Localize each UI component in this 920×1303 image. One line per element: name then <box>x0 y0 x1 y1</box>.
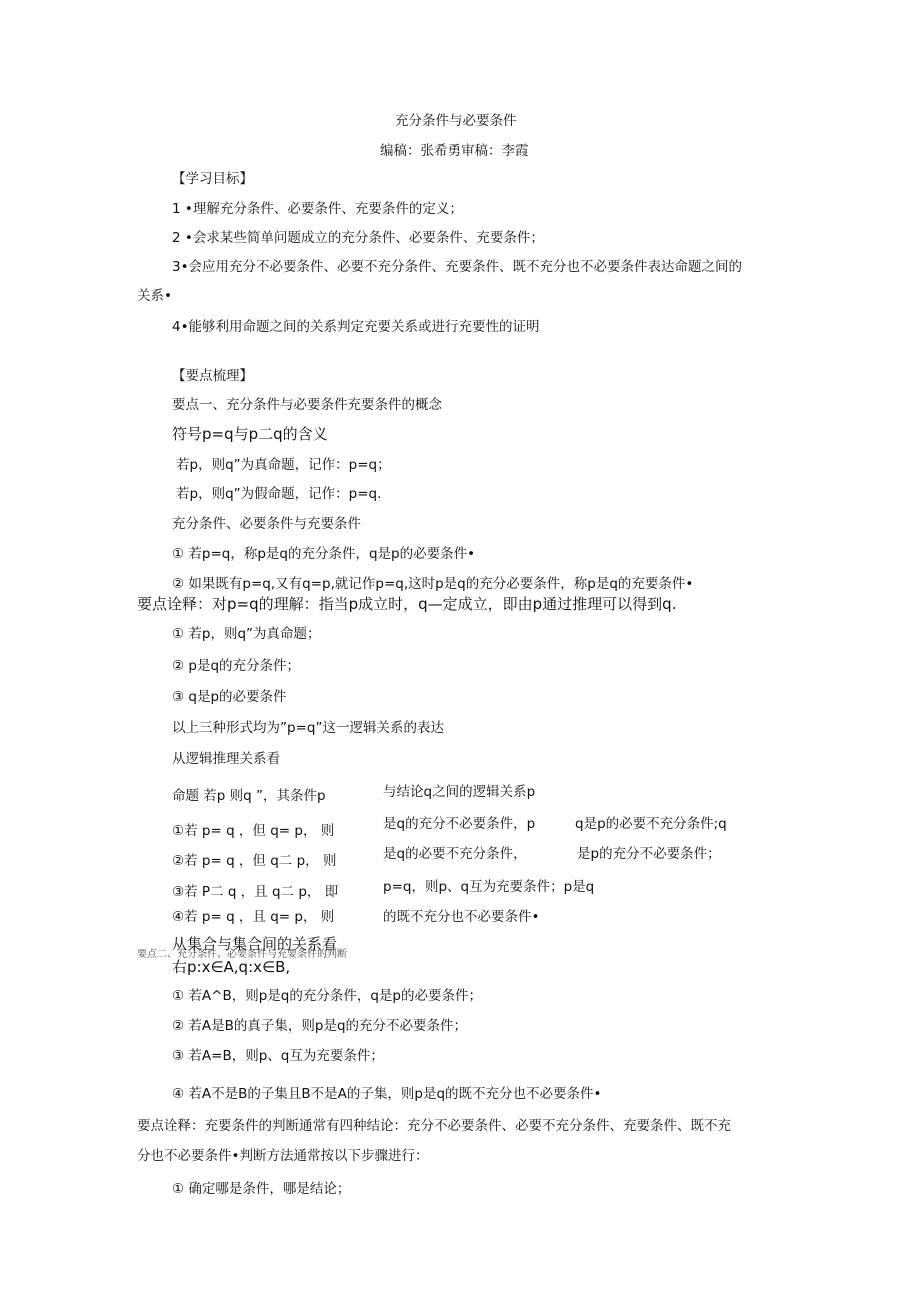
condition-item-2: ② 如果既有p=q,又有q=p,就记作p=q,这时p是q的充分必要条件，称p是q的充要条件• <box>172 576 694 592</box>
table-row-3-result: p=q，则p、q互为充要条件；p是q <box>383 879 595 895</box>
annotation-item-3: ③ q是p的必要条件 <box>172 689 287 705</box>
annotation-line: 要点诠释：对p=q的理解：指当p成立时，q—定成立，即由p通过推理可以得到q. <box>137 595 677 613</box>
table-row-1-mid: 是q的充分不必要条件，p <box>383 816 536 832</box>
condition-item-1: ① 若p=q，称p是q的充分条件，q是p的必要条件• <box>172 546 476 562</box>
summary-line: 以上三种形式均为”p=q”这一逻辑关系的表达 <box>172 720 444 736</box>
true-proposition-line: 若p，则q”为真命题，记作：p=q； <box>176 457 391 473</box>
set-relation-heading: 从集合与集合间的关系看 <box>172 935 338 953</box>
doc-title: 充分条件与必要条件 <box>395 113 517 129</box>
key-point-1-heading: 要点一、充分条件与必要条件充要条件的概念 <box>172 397 442 413</box>
table-row-2-cond: ②若 p= q ，但 q二 p， 则 <box>172 853 337 869</box>
table-row-4-result: 的既不充分也不必要条件• <box>383 909 540 925</box>
objective-4: 4•能够利用命题之间的关系判定充要关系或进行充要性的证明 <box>172 319 540 335</box>
symbol-meaning-line: 符号p=q与p二q的含义 <box>172 425 328 443</box>
judgment-note-line-1: 要点诠释：充要条件的判断通常有四种结论：充分不必要条件、必要不充分条件、充要条件、既不充 <box>137 1118 731 1134</box>
table-row-1-cond: ①若 p= q ，但 q= p， 则 <box>172 823 335 839</box>
table-row-3-cond: ③若 P二 q ，且 q二 p， 即 <box>172 884 339 900</box>
annotation-item-2: ② p是q的充分条件； <box>172 658 301 674</box>
section-heading-objectives: 【学习目标】 <box>172 171 253 187</box>
table-row-4-cond: ④若 p= q ，且 q= p， 则 <box>172 909 335 925</box>
set-definition-line: 右p:x∈A,q:x∈B, <box>172 958 291 976</box>
key-point-2-heading: 要点二、充分条件、必要条件与充要条件的判断 <box>137 949 347 960</box>
section-heading-key-points: 【要点梳理】 <box>172 368 253 384</box>
doc-byline: 编稿：张希勇审稿：李霞 <box>380 143 529 159</box>
false-proposition-line: 若p，则q”为假命题，记作：p=q. <box>176 486 382 502</box>
logic-relation-heading: 从逻辑推理关系看 <box>172 751 280 767</box>
set-item-3: ③ 若A=B，则p、q互为充要条件； <box>172 1048 384 1064</box>
step-1: ① 确定哪是条件，哪是结论； <box>172 1181 351 1197</box>
table-header-right: 与结论q之间的逻辑关系p <box>383 784 536 800</box>
annotation-item-1: ① 若p，则q”为真命题； <box>172 626 321 642</box>
table-header-left: 命题 若p 则q ”，其条件p <box>172 788 326 804</box>
table-row-1-right: q是p的必要不充分条件;q <box>575 816 727 832</box>
objective-3-line-2: 关系• <box>137 288 172 304</box>
judgment-note-line-2: 分也不必要条件•判断方法通常按以下步骤进行： <box>137 1148 429 1164</box>
table-row-2-mid: 是q的必要不充分条件， <box>383 846 527 862</box>
objective-1: 1 •理解充分条件、必要条件、充要条件的定义； <box>172 201 463 217</box>
conditions-heading: 充分条件、必要条件与充要条件 <box>172 516 361 532</box>
set-item-4: ④ 若A不是B的子集且B不是A的子集，则p是q的既不充分也不必要条件• <box>172 1086 602 1102</box>
objective-3-line-1: 3•会应用充分不必要条件、必要不充分条件、充要条件、既不充分也不必要条件表达命题之间的 <box>172 259 743 275</box>
set-item-1: ① 若A^B，则p是q的充分条件，q是p的必要条件； <box>172 988 482 1004</box>
set-item-2: ② 若A是B的真子集，则p是q的充分不必要条件； <box>172 1018 468 1034</box>
objective-2: 2 •会求某些简单问题成立的充分条件、必要条件、充要条件； <box>172 230 544 246</box>
table-row-2-right: 是p的充分不必要条件； <box>577 846 721 862</box>
